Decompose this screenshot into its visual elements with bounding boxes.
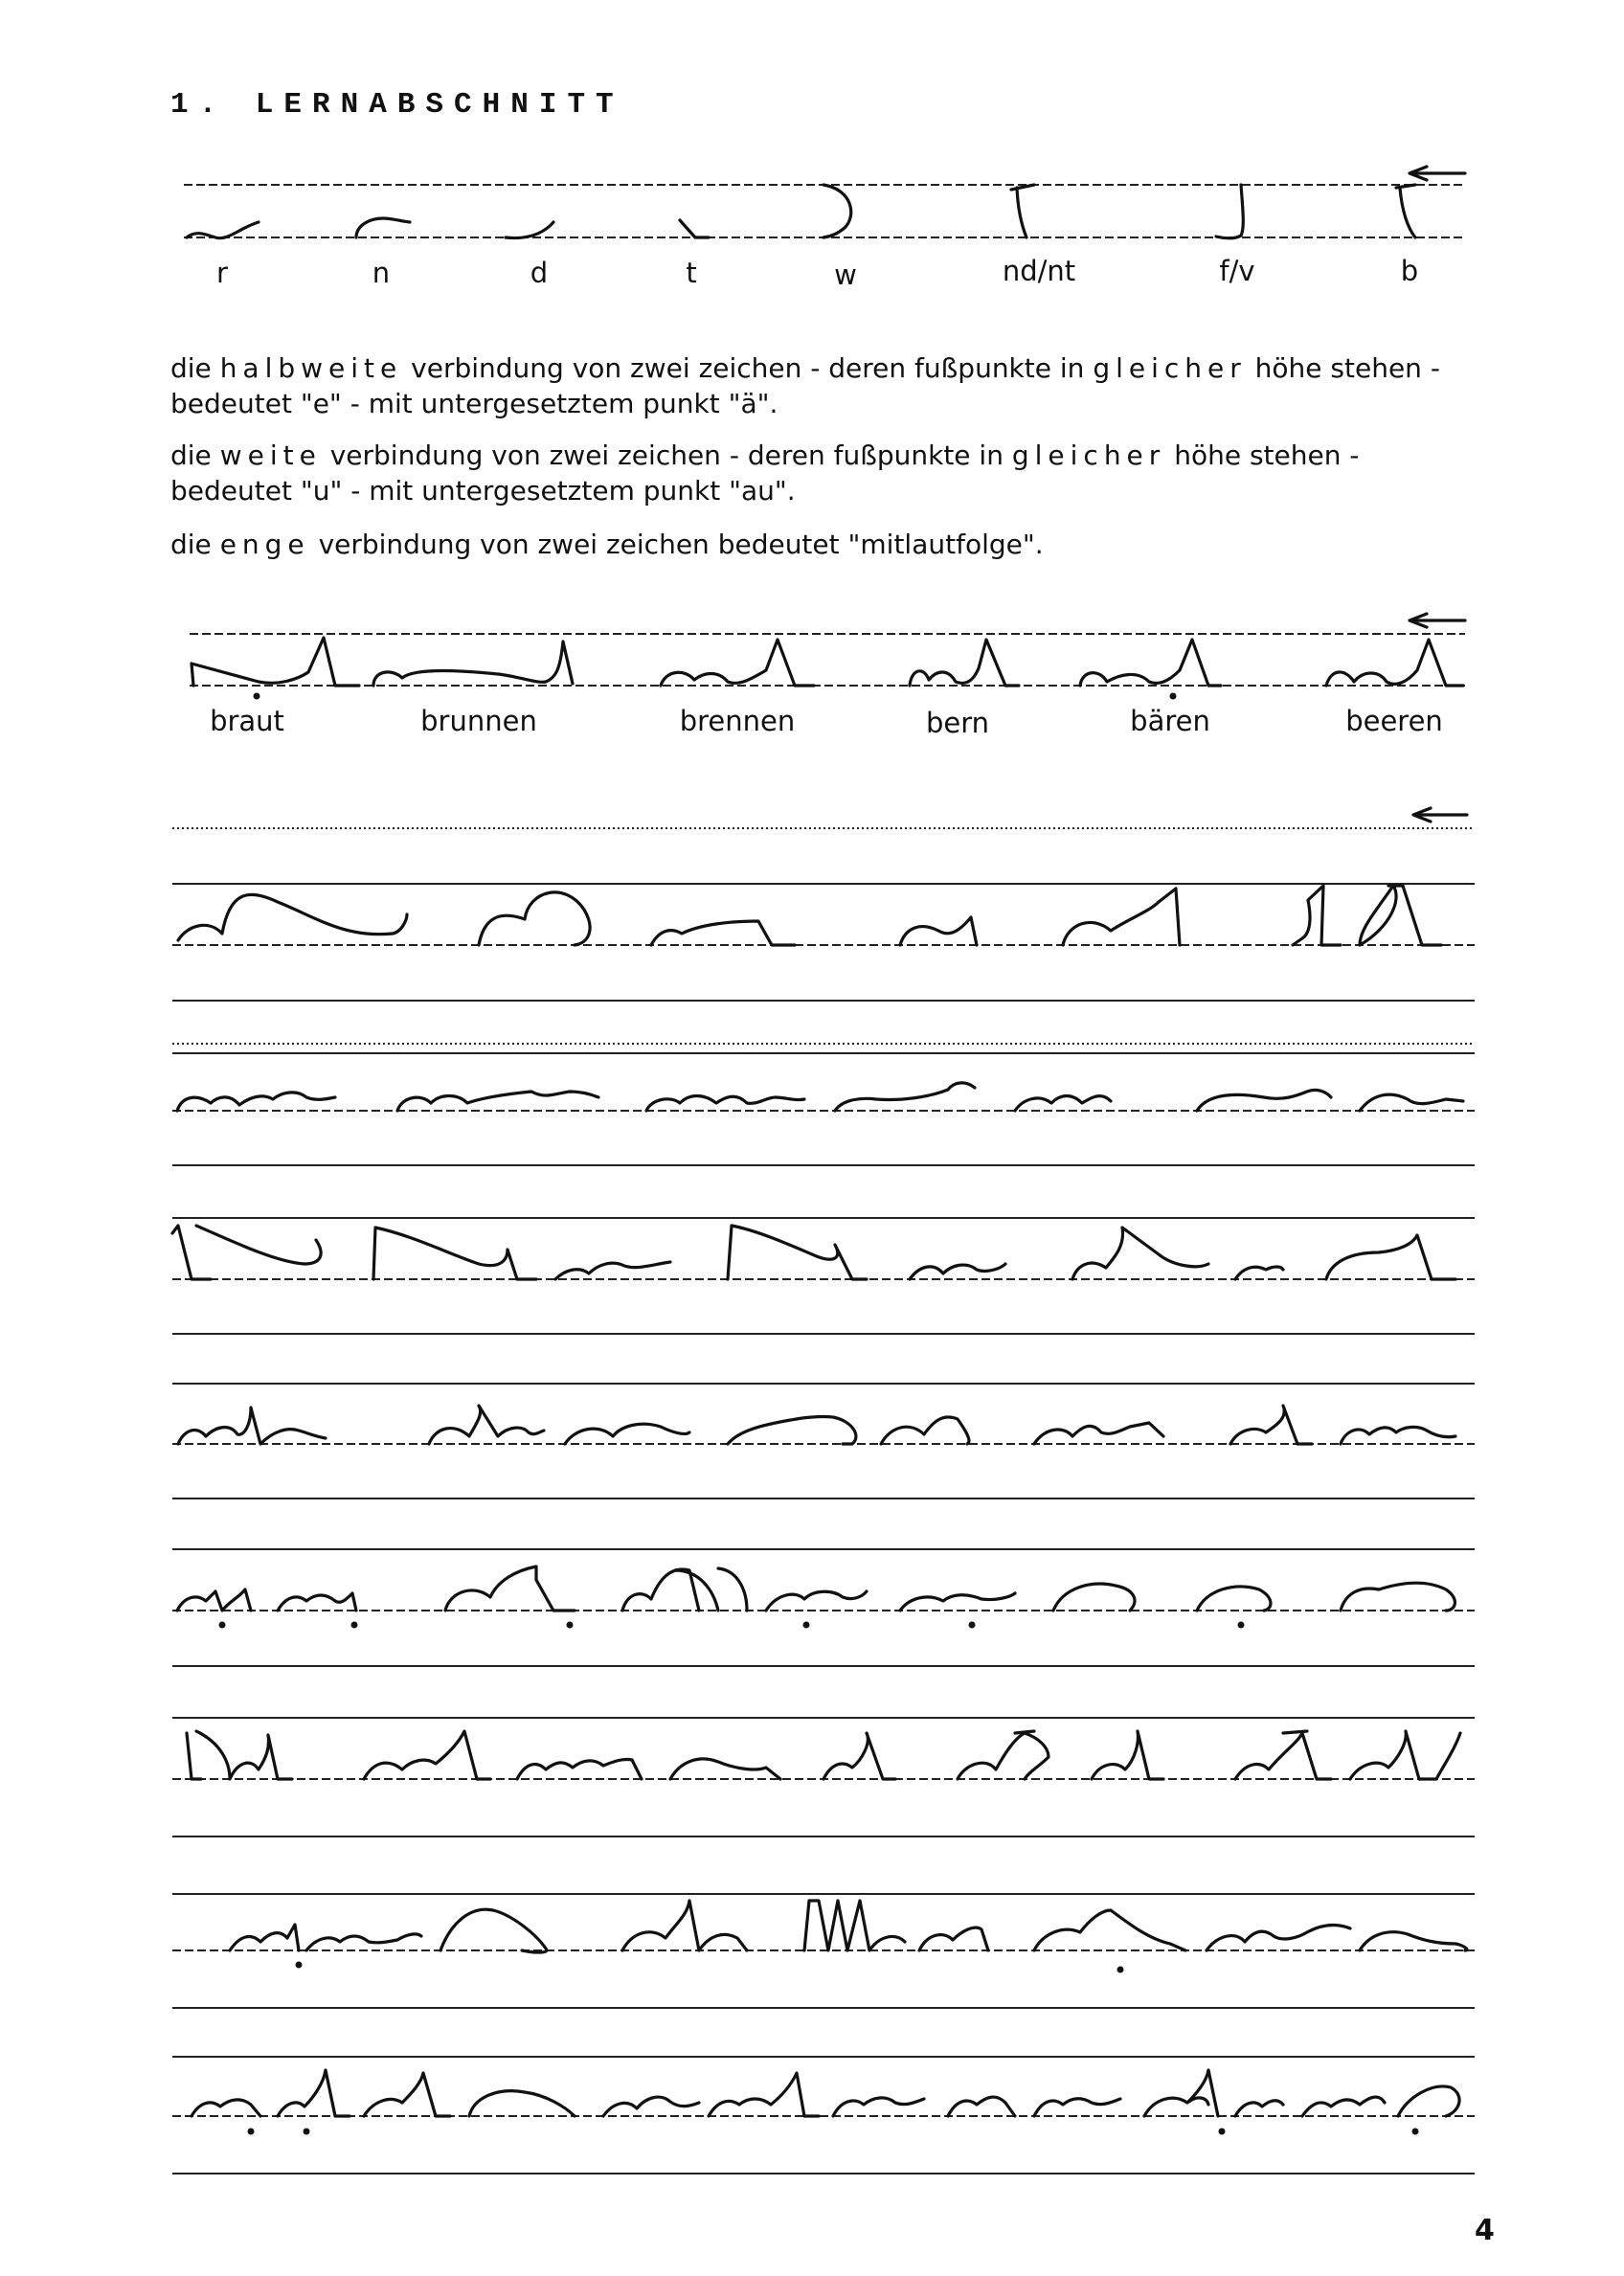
sign-r: [187, 222, 259, 238]
sign-label-f-v: f/v: [1219, 255, 1255, 287]
words-row: [190, 614, 1465, 700]
word-label-brunnen: brunnen: [420, 705, 537, 737]
section-heading: 1. LERNABSCHNITT: [170, 88, 624, 122]
practice-row: [172, 1044, 1475, 1165]
rule-halbweite: die halbweite verbindung von zwei zeichen - deren fußpunkte in gleicher höhe stehen - bedeutet "e" - mit untergesetztem punkt "ä".: [170, 352, 1440, 419]
practice-row: [172, 1718, 1475, 1837]
sign-b: [1396, 185, 1415, 237]
word-label-brennen: brennen: [679, 705, 796, 737]
practice-row: [172, 1549, 1475, 1666]
sign-n: [356, 218, 410, 237]
practice-row: [172, 884, 1475, 1001]
rule-enge: die enge verbindung von zwei zeichen bedeutet "mitlautfolge".: [170, 529, 1044, 560]
sign-label-d: d: [530, 257, 549, 289]
direction-arrow-left-icon: [1410, 167, 1465, 180]
sign-nd-nt: [1011, 185, 1034, 237]
sign-label-w: w: [834, 259, 857, 291]
shorthand-brennen: [661, 640, 814, 686]
shorthand-bern: [910, 640, 1019, 686]
shorthand-braut: [192, 638, 359, 686]
shorthand-beeren: [1326, 640, 1463, 686]
direction-arrow-left-icon: [1410, 614, 1465, 627]
practice-row: [172, 1894, 1475, 2008]
practice-area: [172, 808, 1475, 2174]
word-label-beeren: beeren: [1345, 705, 1443, 737]
word-label-braut: braut: [210, 705, 284, 737]
sign-w: [823, 185, 851, 237]
sign-label-n: n: [372, 257, 391, 289]
sign-label-t: t: [686, 257, 697, 289]
rule-weite: die weite verbindung von zwei zeichen - deren fußpunkte in gleicher höhe stehen - bedeutet "u" - mit untergesetztem punkt "au".: [170, 439, 1360, 507]
sign-label-b: b: [1400, 255, 1419, 287]
sign-t: [680, 220, 709, 237]
word-label-bern: bern: [925, 707, 990, 739]
shorthand-baeren: [1080, 640, 1221, 686]
sign-label-nd-nt: nd/nt: [1002, 255, 1076, 287]
shorthand-brunnen: [373, 642, 573, 686]
practice-row: [172, 2057, 1475, 2174]
sign-f-v: [1216, 185, 1243, 238]
sign-label-r: r: [216, 257, 228, 289]
direction-arrow-left-icon: [1413, 808, 1467, 822]
practice-row: [172, 1218, 1475, 1334]
page-number: 4: [1475, 2214, 1495, 2247]
sign-d: [506, 222, 553, 238]
word-label-baeren: bären: [1130, 705, 1210, 737]
practice-row: [172, 1384, 1475, 1499]
signs-row: [184, 167, 1465, 238]
